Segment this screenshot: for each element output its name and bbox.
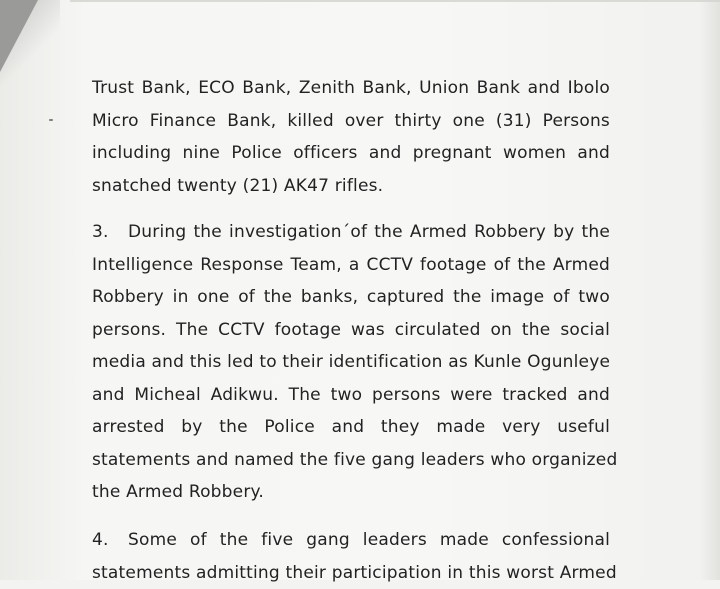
- text-line: media and this led to their identification as Kunle Ogunleye: [92, 346, 610, 379]
- text-line: including nine Police officers and pregnant women and: [92, 137, 610, 170]
- paragraph-3: [92, 216, 610, 509]
- text-line: and Micheal Adikwu. The two persons were tracked and: [92, 379, 610, 412]
- text-line: During the investigation´of the Armed Robbery by the: [128, 222, 610, 242]
- folded-page-corner: [0, 0, 38, 72]
- paragraph-continued: [92, 72, 610, 202]
- text-line: snatched twenty (21) AK47 rifles.: [92, 170, 610, 203]
- text-line-first: [92, 524, 610, 557]
- page-right-shadow: [700, 0, 720, 580]
- paragraph-4: [92, 524, 610, 589]
- text-line: Micro Finance Bank, killed over thirty one (31) Persons: [92, 105, 610, 138]
- text-line: persons. The CCTV footage was circulated on the social: [92, 314, 610, 347]
- text-line-first: [92, 216, 610, 249]
- text-line: Robbery in one of the banks, captured the image of two: [92, 281, 610, 314]
- text-line: arrested by the Police and they made very useful: [92, 411, 610, 444]
- text-line: statements admitting their participation in this worst Armed: [92, 557, 610, 589]
- text-line: Some of the five gang leaders made confessional: [128, 530, 610, 550]
- text-line: statements and named the five gang leaders who organized: [92, 444, 610, 477]
- paragraph-number: 4.: [92, 524, 128, 557]
- text-line: Trust Bank, ECO Bank, Zenith Bank, Union Bank and Ibolo: [92, 72, 610, 105]
- scan-speck: [49, 119, 53, 121]
- paragraph-number: 3.: [92, 216, 128, 249]
- text-line: Intelligence Response Team, a CCTV footage of the Armed: [92, 249, 610, 282]
- text-line: the Armed Robbery.: [92, 476, 610, 509]
- page-top-edge: [70, 0, 720, 2]
